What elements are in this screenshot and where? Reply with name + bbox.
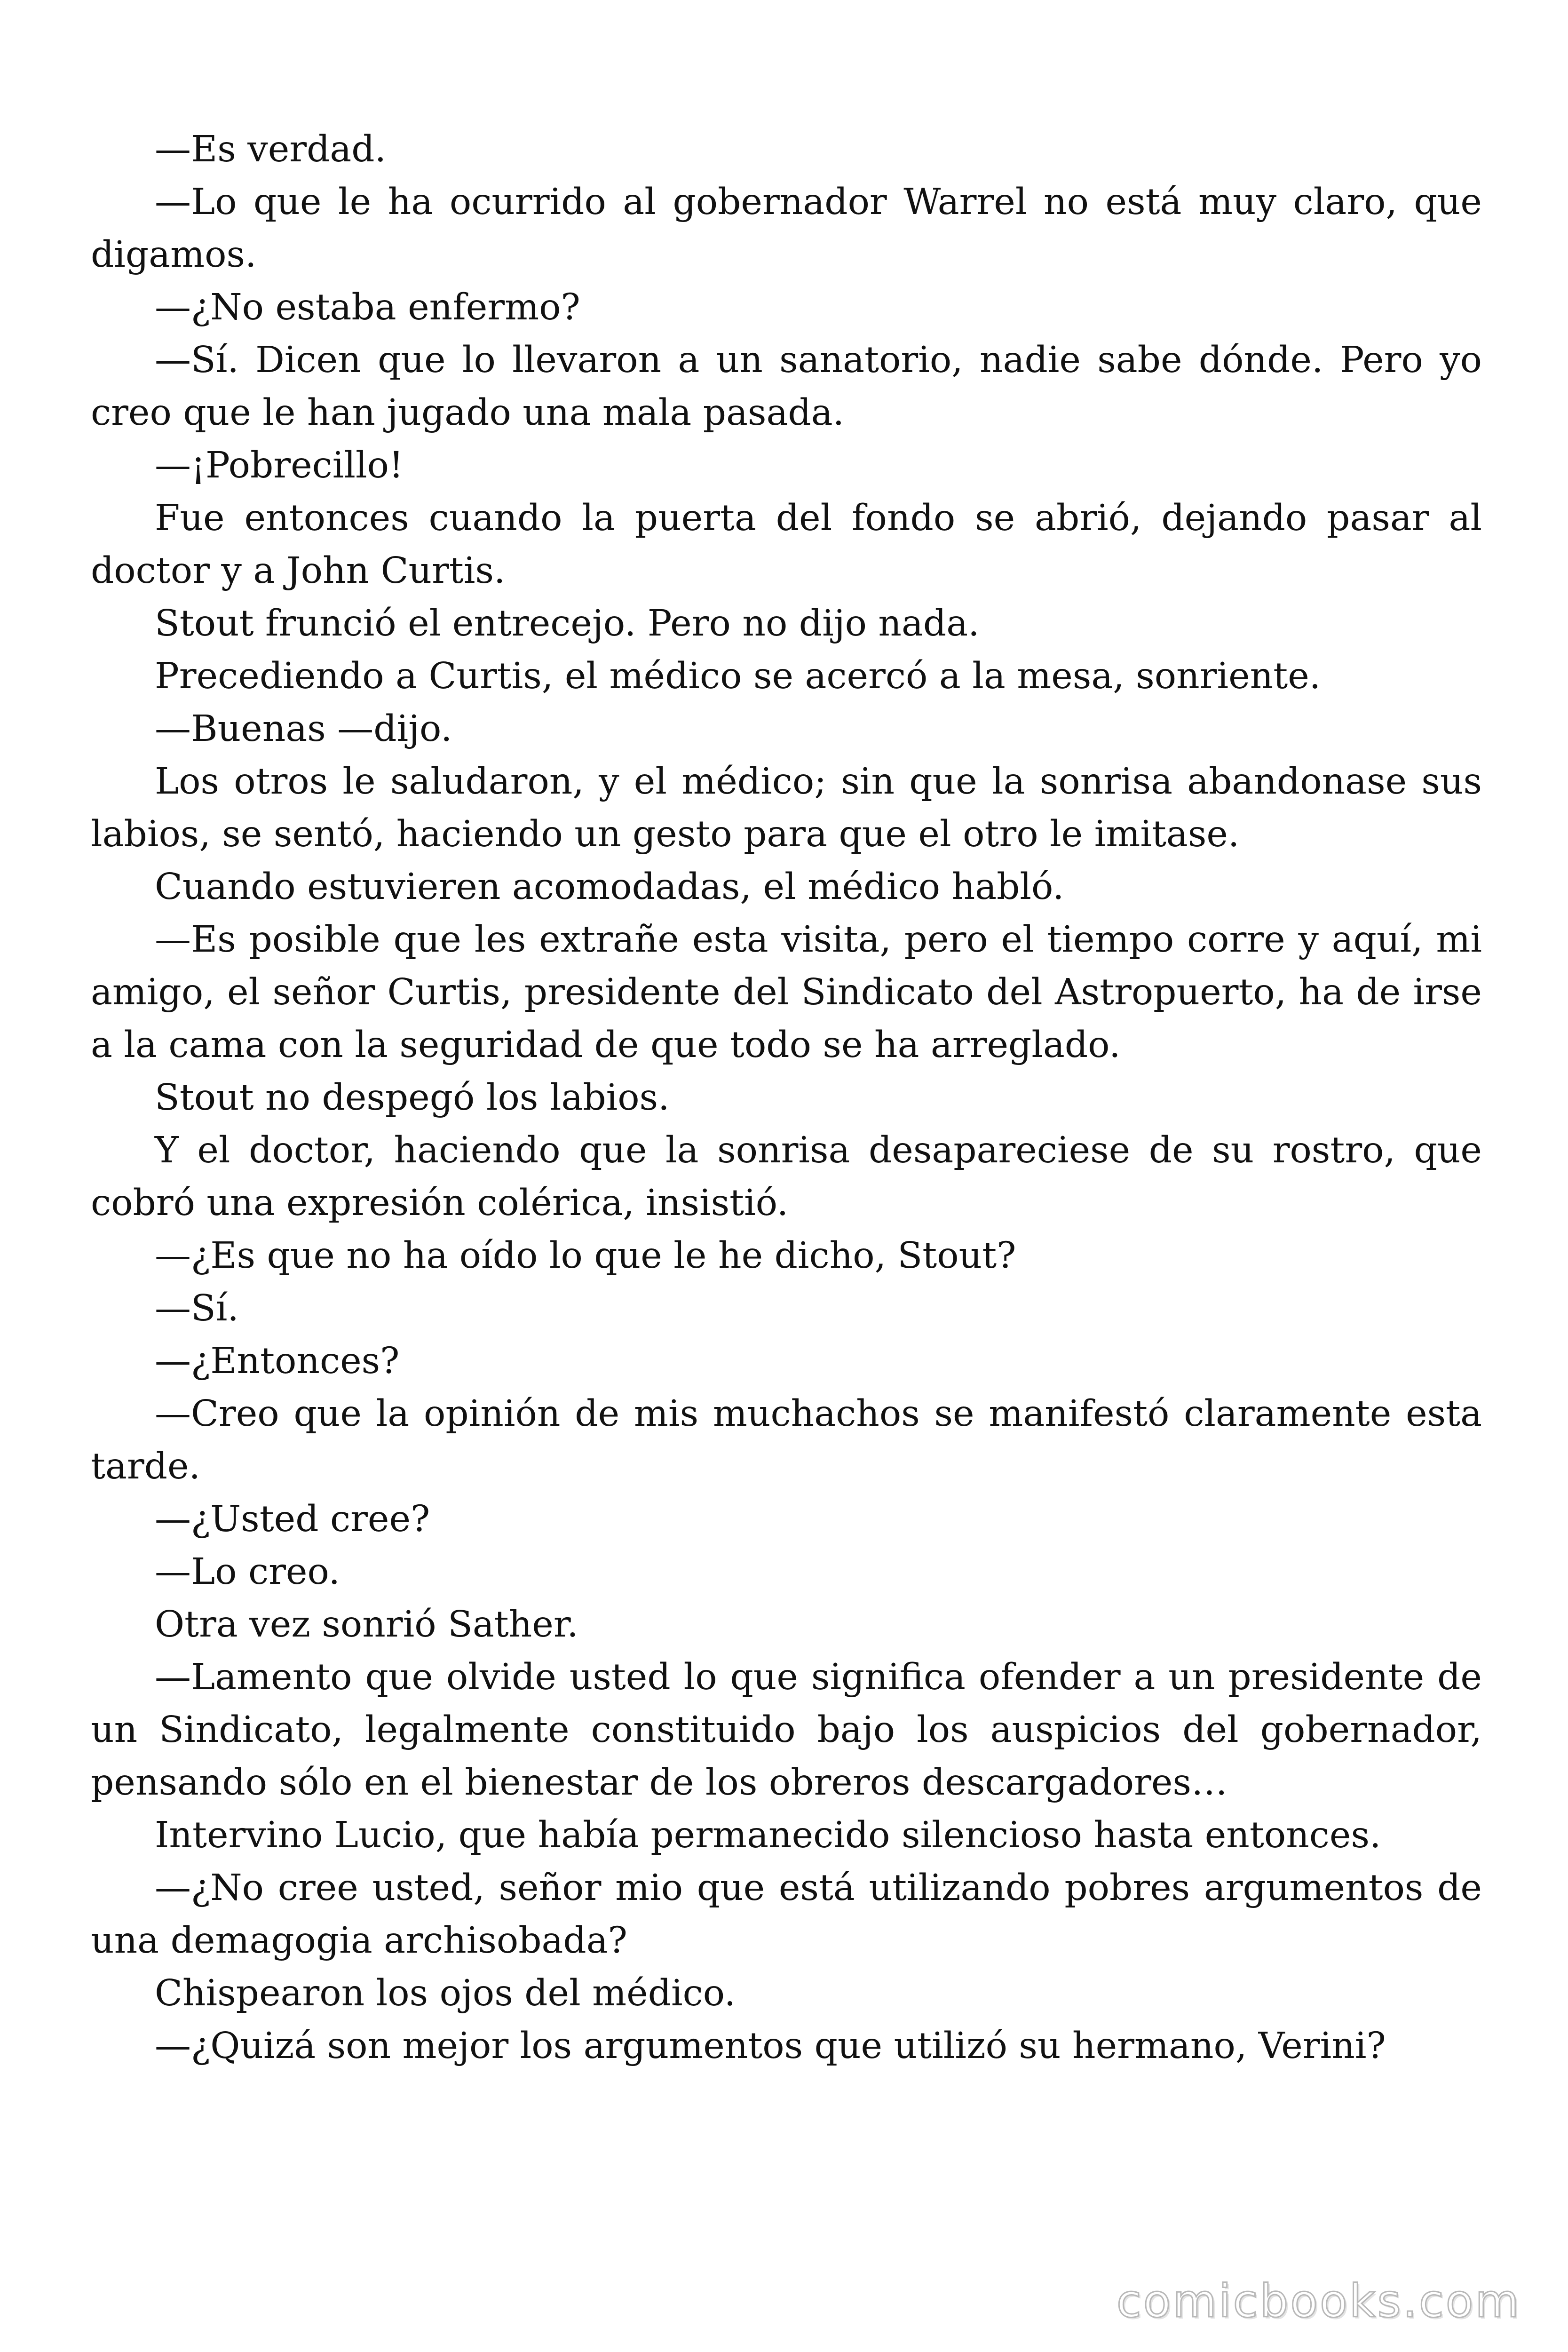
paragraph: —¿Usted cree? xyxy=(155,1498,430,1540)
paragraph: Stout frunció el entrecejo. Pero no dijo nada. xyxy=(155,603,980,644)
paragraph: —¡Pobrecillo! xyxy=(155,445,404,486)
paragraph: —Buenas —dijo. xyxy=(155,708,452,750)
paragraph: Los otros le saludaron, y el médico; sin que la sonrisa abandonase sus labios, se sentó, haciendo un gesto para que el otro le imitase. xyxy=(91,761,1482,855)
paragraph: —Es verdad. xyxy=(155,128,387,170)
book-page-text xyxy=(91,123,1482,2073)
paragraph: Otra vez sonrió Sather. xyxy=(155,1604,578,1645)
paragraph: —¿No estaba enfermo? xyxy=(155,286,580,328)
paragraph: —¿Es que no ha oído lo que le he dicho, Stout? xyxy=(155,1235,1016,1277)
paragraph: —Creo que la opinión de mis muchachos se manifestó claramente esta tarde. xyxy=(91,1393,1482,1487)
paragraph: Cuando estuvieren acomodadas, el médico habló. xyxy=(155,866,1064,908)
paragraph: Precediendo a Curtis, el médico se acercó a la mesa, sonriente. xyxy=(155,655,1321,697)
paragraph: —Lamento que olvide usted lo que significa ofender a un presidente de un Sindicato, legalmente constituido bajo los auspicios del gobernador, pensando sólo en el bienestar de los obreros descargadores… xyxy=(91,1656,1482,1804)
watermark: comicbooks.com xyxy=(1116,2275,1521,2328)
paragraph: —Es posible que les extrañe esta visita, pero el tiempo corre y aquí, mi amigo, el señor Curtis, presidente del Sindicato del Astropuerto, ha de irse a la cama con la seguridad de que todo se ha arreglado. xyxy=(91,919,1482,1066)
paragraph: Y el doctor, haciendo que la sonrisa desapareciese de su rostro, que cobró una expresión colérica, insistió. xyxy=(91,1129,1482,1224)
paragraph: —Sí. Dicen que lo llevaron a un sanatorio, nadie sabe dónde. Pero yo creo que le han jugado una mala pasada. xyxy=(91,339,1482,434)
paragraph: —Lo creo. xyxy=(155,1551,340,1593)
paragraph: —Sí. xyxy=(155,1287,239,1329)
paragraph: Chispearon los ojos del médico. xyxy=(155,1972,736,2014)
paragraph: Intervino Lucio, que había permanecido silencioso hasta entonces. xyxy=(155,1814,1381,1856)
paragraph: Stout no despegó los labios. xyxy=(155,1077,670,1119)
paragraph: —¿Quizá son mejor los argumentos que utilizó su hermano, Verini? xyxy=(155,2025,1386,2067)
paragraph: Fue entonces cuando la puerta del fondo se abrió, dejando pasar al doctor y a John Curtis. xyxy=(91,497,1482,592)
paragraph: —¿No cree usted, señor mio que está utilizando pobres argumentos de una demagogia archisobada? xyxy=(91,1867,1482,1962)
paragraph: —¿Entonces? xyxy=(155,1340,400,1382)
paragraph: —Lo que le ha ocurrido al gobernador Warrel no está muy claro, que digamos. xyxy=(91,181,1482,276)
